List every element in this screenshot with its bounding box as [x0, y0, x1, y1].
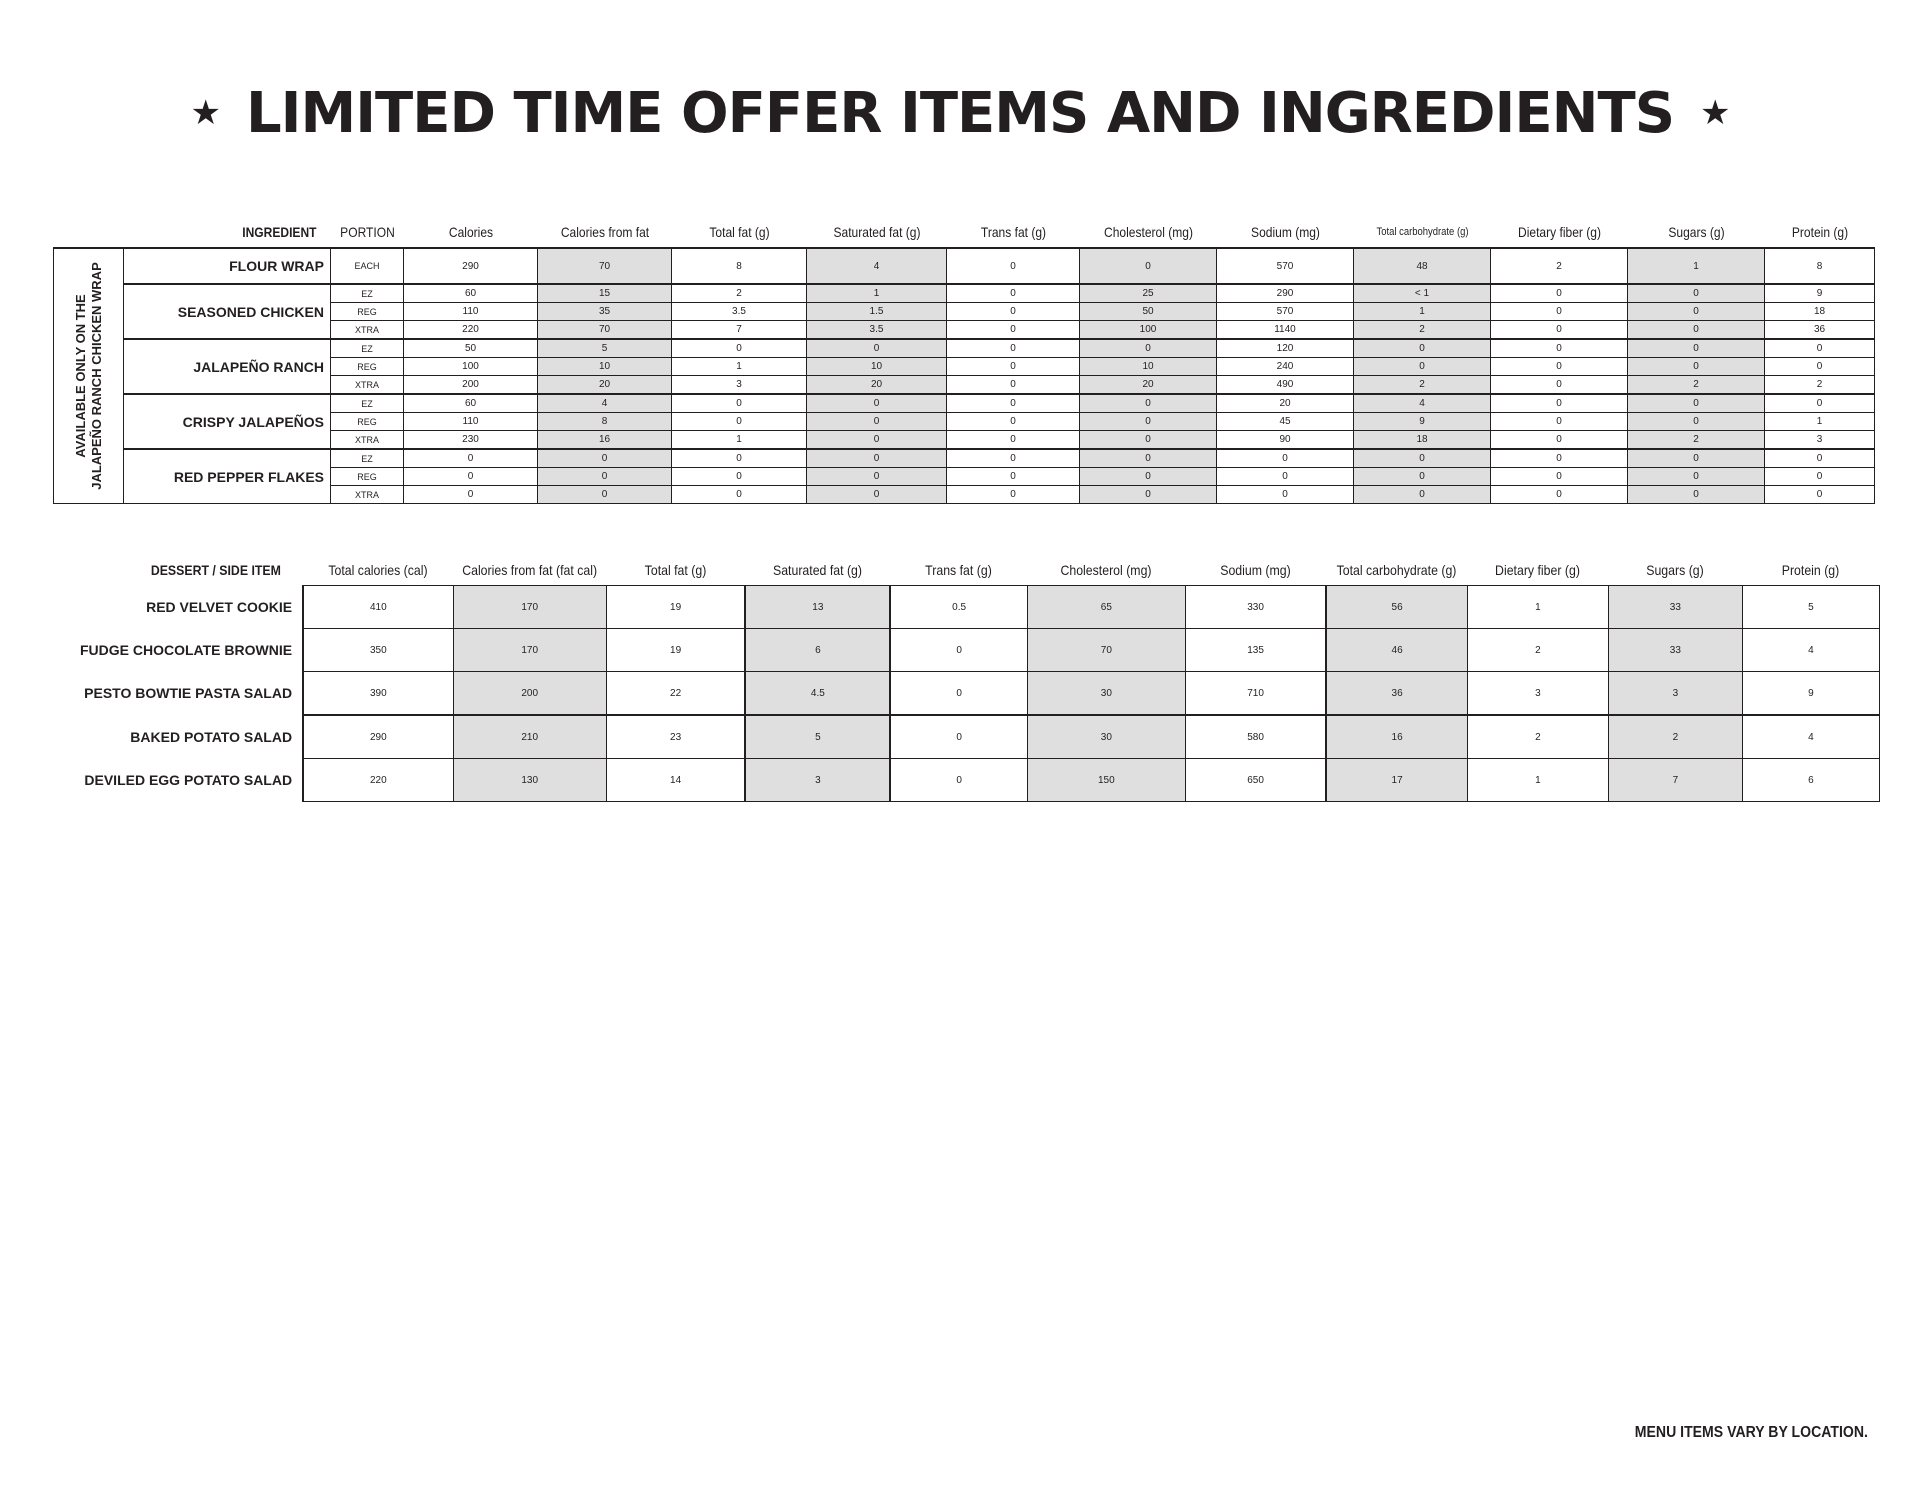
value-cell: 200: [453, 672, 606, 716]
table-row: [80, 629, 1879, 672]
value-cell: 13: [745, 586, 890, 629]
value-cell: 0: [1491, 486, 1628, 504]
value-cell: 350: [303, 629, 453, 672]
portion-cell: EACH: [331, 248, 404, 284]
value-cell: 0: [890, 715, 1027, 759]
value-cell: 15: [538, 284, 672, 303]
table-row: [54, 394, 1875, 413]
ingredient-name: RED PEPPER FLAKES: [124, 449, 331, 504]
value-cell: 0: [807, 468, 947, 486]
value-cell: 0: [1354, 339, 1491, 358]
value-cell: 48: [1354, 248, 1491, 284]
value-cell: 19: [606, 586, 745, 629]
value-cell: 18: [1354, 431, 1491, 450]
value-cell: 0: [1080, 431, 1217, 450]
value-cell: 0: [538, 486, 672, 504]
value-cell: 0: [1765, 394, 1875, 413]
value-cell: 290: [404, 248, 538, 284]
value-cell: 0: [890, 672, 1027, 716]
value-cell: 36: [1326, 672, 1467, 716]
header-trans-fat: Trans fat (g): [980, 224, 1046, 240]
value-cell: 0: [1628, 284, 1765, 303]
value-cell: 65: [1027, 586, 1185, 629]
header-ingredient: INGREDIENT: [241, 224, 317, 240]
value-cell: 710: [1185, 672, 1326, 716]
ingredient-name: FLOUR WRAP: [124, 248, 331, 284]
value-cell: 16: [1326, 715, 1467, 759]
value-cell: 0: [1491, 339, 1628, 358]
value-cell: 0: [1628, 339, 1765, 358]
value-cell: 25: [1080, 284, 1217, 303]
value-cell: 0: [1628, 394, 1765, 413]
value-cell: 230: [404, 431, 538, 450]
header-dietary-fiber: Dietary fiber (g): [1495, 562, 1581, 578]
value-cell: 220: [404, 321, 538, 340]
header-protein: Protein (g): [1782, 562, 1840, 578]
value-cell: 210: [453, 715, 606, 759]
value-cell: 45: [1217, 413, 1354, 431]
value-cell: 0: [1765, 468, 1875, 486]
header-total-carbohydrate: Total carbohydrate (g): [1375, 226, 1469, 238]
value-cell: 110: [404, 413, 538, 431]
value-cell: 1140: [1217, 321, 1354, 340]
header-saturated-fat: Saturated fat (g): [832, 224, 920, 240]
value-cell: 0: [807, 413, 947, 431]
table-row: [80, 672, 1879, 716]
value-cell: 20: [538, 376, 672, 395]
value-cell: 240: [1217, 358, 1354, 376]
value-cell: 4: [1354, 394, 1491, 413]
value-cell: 0: [672, 449, 807, 468]
value-cell: 10: [807, 358, 947, 376]
value-cell: 2: [1628, 431, 1765, 450]
value-cell: 0: [404, 486, 538, 504]
value-cell: 0: [404, 468, 538, 486]
table-row: [54, 248, 1875, 284]
value-cell: 2: [1354, 321, 1491, 340]
value-cell: 2: [1628, 376, 1765, 395]
value-cell: 0: [947, 431, 1080, 450]
value-cell: 290: [1217, 284, 1354, 303]
value-cell: 2: [1467, 629, 1608, 672]
value-cell: 0: [1491, 413, 1628, 431]
value-cell: 4: [1742, 629, 1879, 672]
value-cell: 14: [606, 759, 745, 802]
value-cell: 0: [672, 486, 807, 504]
ingredients-table-body: [54, 248, 1875, 504]
portion-cell: XTRA: [331, 486, 404, 504]
header-total-fat: Total fat (g): [708, 224, 770, 240]
value-cell: 0: [807, 431, 947, 450]
header-sugars: Sugars (g): [1646, 562, 1705, 578]
value-cell: 0: [1765, 449, 1875, 468]
value-cell: 36: [1765, 321, 1875, 340]
page-title: [0, 78, 1920, 149]
value-cell: 2: [672, 284, 807, 303]
value-cell: 33: [1608, 629, 1742, 672]
value-cell: 90: [1217, 431, 1354, 450]
table-row: [54, 449, 1875, 468]
value-cell: 2: [1354, 376, 1491, 395]
header-total-calories: Total calories (cal): [328, 562, 428, 578]
value-cell: 570: [1217, 303, 1354, 321]
value-cell: 8: [672, 248, 807, 284]
value-cell: 30: [1027, 715, 1185, 759]
side-label-line: AVAILABLE ONLY ON THE: [72, 294, 88, 458]
star-icon: ★: [1700, 93, 1730, 133]
value-cell: 330: [1185, 586, 1326, 629]
value-cell: 22: [606, 672, 745, 716]
value-cell: 60: [404, 284, 538, 303]
value-cell: 18: [1765, 303, 1875, 321]
value-cell: 70: [538, 248, 672, 284]
value-cell: 0: [1080, 449, 1217, 468]
value-cell: 4: [807, 248, 947, 284]
value-cell: 9: [1765, 284, 1875, 303]
value-cell: 220: [303, 759, 453, 802]
value-cell: 0: [807, 486, 947, 504]
value-cell: 0: [1491, 321, 1628, 340]
table-row: [80, 759, 1879, 802]
value-cell: 20: [1080, 376, 1217, 395]
header-sugars: Sugars (g): [1667, 224, 1725, 240]
value-cell: 46: [1326, 629, 1467, 672]
value-cell: 0.5: [890, 586, 1027, 629]
value-cell: 0: [1765, 358, 1875, 376]
value-cell: 0: [947, 394, 1080, 413]
value-cell: 0: [1491, 358, 1628, 376]
portion-cell: EZ: [331, 339, 404, 358]
value-cell: 1.5: [807, 303, 947, 321]
portion-cell: XTRA: [331, 376, 404, 395]
value-cell: 0: [947, 284, 1080, 303]
value-cell: 16: [538, 431, 672, 450]
item-name: PESTO BOWTIE PASTA SALAD: [84, 685, 293, 702]
value-cell: 0: [672, 394, 807, 413]
value-cell: 0: [1491, 431, 1628, 450]
value-cell: 0: [538, 468, 672, 486]
value-cell: 0: [947, 248, 1080, 284]
value-cell: 35: [538, 303, 672, 321]
value-cell: 30: [1027, 672, 1185, 716]
portion-cell: EZ: [331, 449, 404, 468]
value-cell: 0: [672, 413, 807, 431]
side-label-cell: [54, 248, 124, 504]
portion-cell: REG: [331, 358, 404, 376]
header-sodium: Sodium (mg): [1220, 562, 1292, 578]
value-cell: 1: [672, 358, 807, 376]
value-cell: 4.5: [745, 672, 890, 716]
value-cell: 490: [1217, 376, 1354, 395]
desserts-header-row: [80, 555, 1879, 586]
value-cell: 0: [947, 376, 1080, 395]
value-cell: 170: [453, 586, 606, 629]
table-row: [80, 715, 1879, 759]
value-cell: 0: [890, 629, 1027, 672]
side-label-line: JALAPEÑO RANCH CHICKEN WRAP: [88, 262, 104, 490]
portion-cell: REG: [331, 303, 404, 321]
header-calories: Calories: [448, 224, 493, 240]
value-cell: 70: [538, 321, 672, 340]
value-cell: 390: [303, 672, 453, 716]
value-cell: 170: [453, 629, 606, 672]
value-cell: 0: [1491, 303, 1628, 321]
value-cell: 5: [1742, 586, 1879, 629]
value-cell: 0: [1080, 248, 1217, 284]
value-cell: 23: [606, 715, 745, 759]
value-cell: 70: [1027, 629, 1185, 672]
item-name: RED VELVET COOKIE: [146, 599, 293, 615]
value-cell: 0: [1491, 376, 1628, 395]
value-cell: 1: [807, 284, 947, 303]
side-label: [73, 248, 105, 504]
value-cell: 0: [947, 486, 1080, 504]
value-cell: 1: [1467, 759, 1608, 802]
header-protein: Protein (g): [1791, 224, 1848, 240]
value-cell: 20: [807, 376, 947, 395]
value-cell: 8: [538, 413, 672, 431]
item-name: DEVILED EGG POTATO SALAD: [84, 772, 293, 788]
header-dessert-side-item: DESSERT / SIDE ITEM: [150, 562, 281, 579]
value-cell: 7: [672, 321, 807, 340]
value-cell: 0: [1354, 449, 1491, 468]
value-cell: 0: [1765, 486, 1875, 504]
value-cell: 3: [1608, 672, 1742, 716]
value-cell: 4: [1742, 715, 1879, 759]
value-cell: 19: [606, 629, 745, 672]
desserts-nutrition-table: [80, 555, 1880, 802]
value-cell: 6: [745, 629, 890, 672]
value-cell: 580: [1185, 715, 1326, 759]
value-cell: 0: [1491, 394, 1628, 413]
value-cell: 7: [1608, 759, 1742, 802]
value-cell: 150: [1027, 759, 1185, 802]
ingredient-name: CRISPY JALAPEÑOS: [124, 394, 331, 449]
value-cell: 200: [404, 376, 538, 395]
value-cell: 0: [1354, 358, 1491, 376]
value-cell: 3.5: [807, 321, 947, 340]
value-cell: 50: [1080, 303, 1217, 321]
value-cell: 0: [947, 303, 1080, 321]
value-cell: 0: [947, 468, 1080, 486]
value-cell: 0: [947, 449, 1080, 468]
portion-cell: REG: [331, 413, 404, 431]
value-cell: 290: [303, 715, 453, 759]
value-cell: 9: [1742, 672, 1879, 716]
value-cell: 0: [947, 339, 1080, 358]
desserts-table-body: [80, 586, 1879, 802]
value-cell: 50: [404, 339, 538, 358]
value-cell: 4: [538, 394, 672, 413]
value-cell: 0: [1217, 449, 1354, 468]
page-title-text: LIMITED TIME OFFER ITEMS AND INGREDIENTS: [245, 81, 1675, 146]
value-cell: 9: [1354, 413, 1491, 431]
value-cell: 130: [453, 759, 606, 802]
value-cell: 60: [404, 394, 538, 413]
value-cell: 0: [807, 394, 947, 413]
item-name: BAKED POTATO SALAD: [130, 728, 293, 745]
ingredient-name: JALAPEÑO RANCH: [124, 339, 331, 394]
value-cell: 0: [1491, 284, 1628, 303]
header-total-carbohydrate: Total carbohydrate (g): [1336, 562, 1457, 578]
header-cholesterol: Cholesterol (mg): [1103, 224, 1193, 240]
value-cell: 2: [1765, 376, 1875, 395]
value-cell: 0: [1628, 468, 1765, 486]
portion-cell: REG: [331, 468, 404, 486]
value-cell: 17: [1326, 759, 1467, 802]
value-cell: 3: [672, 376, 807, 395]
value-cell: 410: [303, 586, 453, 629]
value-cell: 0: [1217, 468, 1354, 486]
value-cell: 1: [672, 431, 807, 450]
header-dietary-fiber: Dietary fiber (g): [1517, 224, 1601, 240]
value-cell: 2: [1467, 715, 1608, 759]
value-cell: 2: [1491, 248, 1628, 284]
value-cell: 0: [538, 449, 672, 468]
value-cell: 8: [1765, 248, 1875, 284]
value-cell: 3.5: [672, 303, 807, 321]
value-cell: 10: [538, 358, 672, 376]
value-cell: 120: [1217, 339, 1354, 358]
value-cell: 5: [745, 715, 890, 759]
value-cell: 0: [807, 449, 947, 468]
table-row: [54, 284, 1875, 303]
portion-cell: EZ: [331, 284, 404, 303]
star-icon: ★: [190, 93, 220, 133]
header-calories-from-fat: Calories from fat (fat cal): [462, 562, 598, 578]
header-saturated-fat: Saturated fat (g): [773, 562, 863, 578]
value-cell: 0: [1080, 486, 1217, 504]
value-cell: 6: [1742, 759, 1879, 802]
value-cell: 10: [1080, 358, 1217, 376]
value-cell: 0: [1080, 339, 1217, 358]
header-trans-fat: Trans fat (g): [925, 562, 993, 578]
value-cell: < 1: [1354, 284, 1491, 303]
header-sodium: Sodium (mg): [1250, 224, 1320, 240]
item-name: FUDGE CHOCOLATE BROWNIE: [80, 642, 293, 658]
value-cell: 0: [1354, 468, 1491, 486]
value-cell: 0: [1628, 413, 1765, 431]
value-cell: 0: [1217, 486, 1354, 504]
value-cell: 0: [1491, 449, 1628, 468]
value-cell: 0: [1628, 303, 1765, 321]
ingredients-nutrition-table: [53, 217, 1875, 504]
header-total-fat: Total fat (g): [645, 562, 707, 578]
header-cholesterol: Cholesterol (mg): [1060, 562, 1152, 578]
value-cell: 5: [538, 339, 672, 358]
value-cell: 0: [1765, 339, 1875, 358]
value-cell: 650: [1185, 759, 1326, 802]
value-cell: 1: [1467, 586, 1608, 629]
table-row: [80, 586, 1879, 629]
header-portion: PORTION: [339, 224, 395, 240]
value-cell: 0: [672, 468, 807, 486]
value-cell: 3: [745, 759, 890, 802]
value-cell: 0: [1354, 486, 1491, 504]
value-cell: 0: [1080, 394, 1217, 413]
value-cell: 3: [1467, 672, 1608, 716]
value-cell: 3: [1765, 431, 1875, 450]
value-cell: 0: [947, 413, 1080, 431]
value-cell: 0: [1628, 321, 1765, 340]
value-cell: 110: [404, 303, 538, 321]
portion-cell: XTRA: [331, 431, 404, 450]
ingredient-name: SEASONED CHICKEN: [124, 284, 331, 339]
value-cell: 33: [1608, 586, 1742, 629]
value-cell: 100: [404, 358, 538, 376]
value-cell: 1: [1628, 248, 1765, 284]
value-cell: 0: [1491, 468, 1628, 486]
value-cell: 100: [1080, 321, 1217, 340]
value-cell: 0: [1628, 358, 1765, 376]
ingredients-header-row: [54, 217, 1875, 248]
value-cell: 570: [1217, 248, 1354, 284]
value-cell: 135: [1185, 629, 1326, 672]
value-cell: 56: [1326, 586, 1467, 629]
value-cell: 0: [947, 321, 1080, 340]
table-row: [54, 339, 1875, 358]
value-cell: 20: [1217, 394, 1354, 413]
value-cell: 0: [1080, 468, 1217, 486]
value-cell: 0: [672, 339, 807, 358]
value-cell: 0: [890, 759, 1027, 802]
header-calories-from-fat: Calories from fat: [560, 224, 649, 240]
portion-cell: EZ: [331, 394, 404, 413]
value-cell: 0: [807, 339, 947, 358]
portion-cell: XTRA: [331, 321, 404, 340]
value-cell: 0: [1628, 449, 1765, 468]
value-cell: 0: [1628, 486, 1765, 504]
value-cell: 1: [1354, 303, 1491, 321]
value-cell: 0: [404, 449, 538, 468]
value-cell: 1: [1765, 413, 1875, 431]
footer-note: MENU ITEMS VARY BY LOCATION.: [1634, 1424, 1868, 1441]
value-cell: 0: [947, 358, 1080, 376]
value-cell: 2: [1608, 715, 1742, 759]
value-cell: 0: [1080, 413, 1217, 431]
